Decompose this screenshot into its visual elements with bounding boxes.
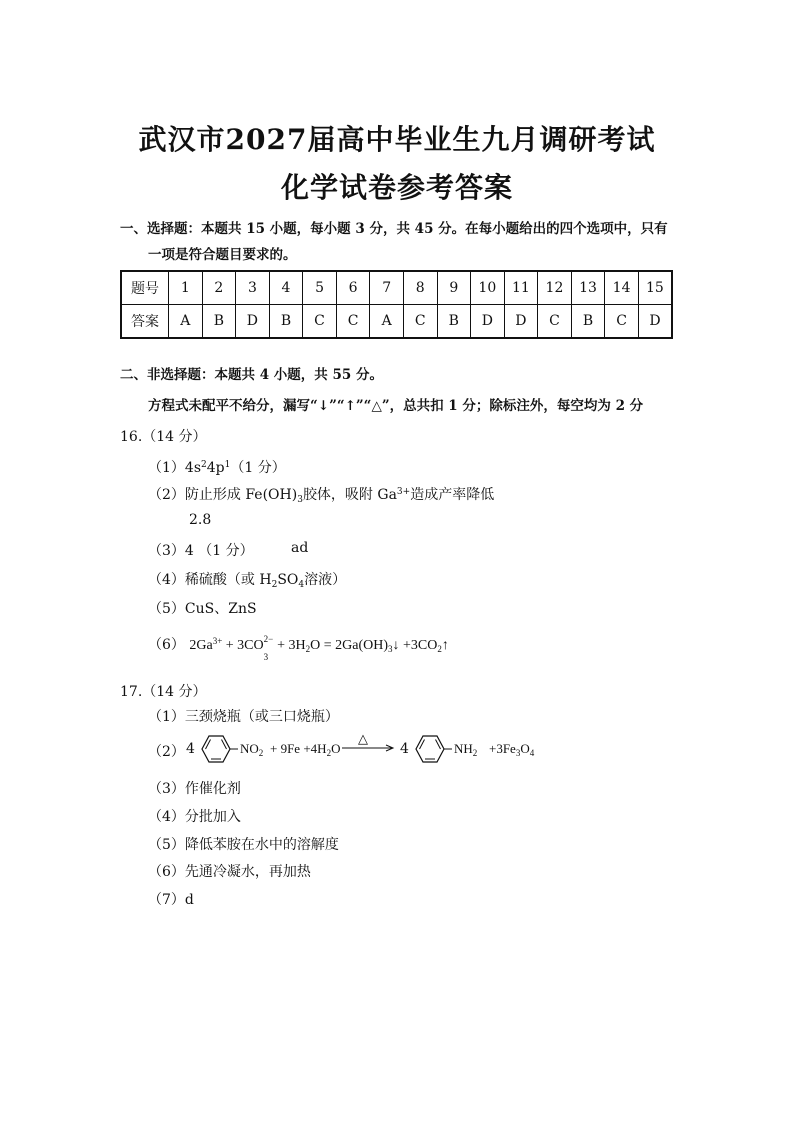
q16-a1-text: （1）4s	[148, 460, 201, 476]
q16-label: 16.（14 分）	[120, 429, 207, 445]
q16-a2-text: （2）防止形成 Fe(OH)	[148, 487, 298, 503]
table-cell: D	[236, 305, 270, 339]
q17-coef-2: 4	[400, 741, 409, 757]
amino-group: $NH_2$	[454, 741, 478, 758]
q16-answer-4	[148, 569, 346, 589]
table-header-cell: 答案	[121, 305, 169, 339]
table-cell: 11	[504, 271, 538, 305]
table-cell: 3	[236, 271, 270, 305]
table-header-cell: 题号	[121, 271, 169, 305]
reaction-arrow-icon	[340, 743, 396, 753]
table-cell: 12	[538, 271, 572, 305]
table-cell: B	[202, 305, 236, 339]
q16-a4-text: SO	[277, 572, 299, 588]
table-cell: A	[169, 305, 203, 339]
q16-a6-equation: $2Ga^{3+} + 3CO$ 2− 3 + $3H_2O$ = $2Ga(OH)_3↓$ $+3CO_2↑$	[189, 634, 449, 662]
q17-answer-2-label: （2）	[148, 744, 185, 760]
q17-answer-1: （1）三颈烧瓶（或三口烧瓶）	[148, 709, 339, 725]
table-cell: B	[571, 305, 605, 339]
table-cell: D	[504, 305, 538, 339]
table-cell: C	[605, 305, 639, 339]
q16-a4-text: （4）稀硫酸（或 H	[148, 572, 272, 588]
table-cell: 13	[571, 271, 605, 305]
q16-answer-3b: ad	[291, 540, 309, 556]
table-cell: 5	[303, 271, 337, 305]
table-cell: D	[471, 305, 505, 339]
table-cell: 4	[269, 271, 303, 305]
page-title: 武汉市2027届高中毕业生九月调研考试	[138, 123, 656, 156]
q16-answer-6	[148, 634, 449, 662]
q16-a2-text: 胶体，吸附 Ga	[302, 487, 397, 503]
table-cell: 10	[471, 271, 505, 305]
table-cell: C	[403, 305, 437, 339]
nitro-group: $NO_2$	[240, 741, 264, 758]
table-cell: A	[370, 305, 404, 339]
section1-heading: 一、选择题：本题共 15 小题，每小题 3 分，共 45 分。在每小题给出的四个选项中，只有	[120, 221, 668, 237]
page-subtitle: 化学试卷参考答案	[280, 171, 513, 204]
section1-heading-cont: 一项是符合题目要求的。	[148, 247, 297, 263]
q16-answer-3: （3）4 （1 分）	[148, 543, 254, 559]
section2-heading: 二、非选择题：本题共 4 小题，共 55 分。	[120, 367, 383, 383]
table-row-answers	[121, 305, 672, 339]
q16-a1-text: 4p	[206, 460, 225, 476]
answer-table	[120, 270, 673, 339]
q17-answer-4: （4）分批加入	[148, 809, 241, 825]
table-cell: 1	[169, 271, 203, 305]
q16-a2-sub: 3	[297, 495, 303, 505]
table-cell: B	[269, 305, 303, 339]
q17-answer-6: （6）先通冷凝水，再加热	[148, 864, 311, 880]
table-cell: C	[303, 305, 337, 339]
q16-a4-sub: 4	[298, 580, 305, 590]
q16-a1-sup: 2	[201, 460, 207, 470]
q17-answer-7: （7）d	[148, 892, 194, 908]
heat-condition-icon: △	[358, 732, 368, 747]
q16-a2-text: 造成产率降低	[410, 487, 495, 503]
q16-a4-sub: 2	[271, 580, 278, 590]
table-cell: 9	[437, 271, 471, 305]
table-row-numbers	[121, 271, 672, 305]
benzene-ring-icon	[406, 726, 456, 772]
q16-a1-sup: 1	[224, 460, 231, 470]
q16-a4-text: 溶液）	[304, 572, 347, 588]
q16-a1-text: （1 分）	[230, 460, 286, 476]
table-cell: 6	[336, 271, 370, 305]
table-cell: 8	[403, 271, 437, 305]
section2-note: 方程式未配平不给分，漏写“↓”“↑”“△”，总共扣 1 分；除标注外，每空均为 2 分	[148, 398, 644, 414]
table-cell: 14	[605, 271, 639, 305]
q17-coef-1: 4	[186, 741, 195, 757]
benzene-ring-icon	[192, 726, 242, 772]
q16-answer-2-value: 2.8	[189, 512, 212, 528]
q17-answer-5: （5）降低苯胺在水中的溶解度	[148, 837, 339, 853]
table-cell: C	[336, 305, 370, 339]
q17-answer-3: （3）作催化剂	[148, 781, 241, 797]
q16-a2-sup: 3+	[396, 487, 411, 497]
table-cell: C	[538, 305, 572, 339]
reagents: + $9Fe +4H_2O$	[270, 741, 341, 758]
table-cell: 2	[202, 271, 236, 305]
q16-answer-5: （5）CuS、ZnS	[148, 601, 257, 617]
q17-label: 17.（14 分）	[120, 684, 207, 700]
table-cell: B	[437, 305, 471, 339]
q16-a6-label: （6）	[148, 637, 185, 653]
q16-answer-2	[148, 484, 494, 504]
table-cell: 15	[638, 271, 672, 305]
table-cell: 7	[370, 271, 404, 305]
q16-answer-1	[148, 457, 286, 477]
table-cell: D	[638, 305, 672, 339]
product-iron-oxide: $+3Fe_3O_4$	[489, 741, 535, 758]
